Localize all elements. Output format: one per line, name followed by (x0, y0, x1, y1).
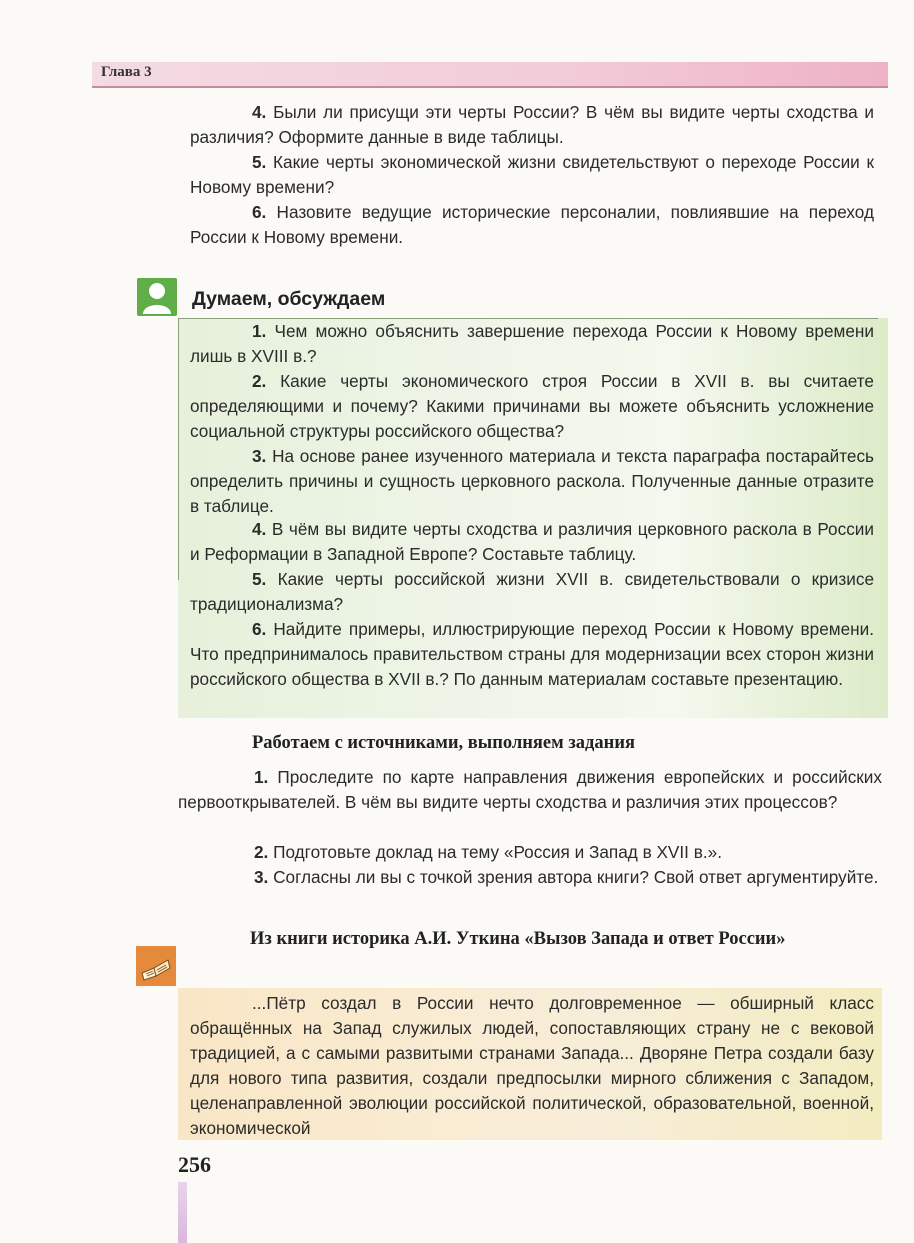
page-number: 256 (178, 1152, 211, 1177)
question-6: 6. Назовите ведущие исторические персоналии, повлиявшие на переход России к Новому времени. (190, 202, 874, 247)
chapter-label: Глава 3 (101, 64, 152, 80)
discuss-question-4: 4. В чём вы видите черты сходства и различия церковного раскола в России и Реформации в Западной Европе? Составьте таблицу. (190, 519, 874, 564)
source-task-1: 1. Проследите по карте направления движения европейских и российских первооткрывателей. В чём вы видите черты сходства и различия этих процессов? (178, 767, 882, 812)
quote-text: ...Пётр создал в России нечто долговременное — обширный класс обращённых на Запад служилых людей, сопоставляющих страну не с вековой традицией, а с самыми развитыми странами Запада... Дворяне Петра создали базу для нового типа развития, создали предпосылки мирного сближения с Западом, целенаправленной эволюции российской политической, образовательной, военной, экономической (190, 993, 874, 1138)
discuss-question-1: 1. Чем можно объяснить завершение перехода России к Новому времени лишь в XVIII в.? (190, 321, 874, 366)
person-icon (137, 278, 177, 316)
discuss-title: Думаем, обсуждаем (192, 288, 386, 310)
page-edge-strip (178, 1182, 187, 1243)
discuss-left-rule (178, 318, 179, 580)
quote-title: Из книги историка А.И. Уткина «Вызов Запада и ответ России» (250, 929, 786, 949)
open-book-icon (136, 946, 176, 986)
discuss-question-2: 2. Какие черты экономического строя России в XVII в. вы считаете определяющими и почему? Какими причинами вы можете объяснить усложнение социальной структуры российского общества? (190, 371, 874, 441)
question-5: 5. Какие черты экономической жизни свидетельствуют о переходе России к Новому времени? (190, 152, 874, 197)
sources-title: Работаем с источниками, выполняем задания (252, 733, 635, 753)
question-4: 4. Были ли присущи эти черты России? В чём вы видите черты сходства и различия? Оформите данные в виде таблицы. (190, 102, 874, 147)
discuss-question-6: 6. Найдите примеры, иллюстрирующие переход России к Новому времени. Что предпринималось правительством страны для модернизации всех сторон жизни российского общества в XVII в.? По данным материалам составьте презентацию. (190, 619, 874, 689)
source-task-2: 2. Подготовьте доклад на тему «Россия и Запад в XVII в.». (254, 842, 722, 862)
discuss-question-3: 3. На основе ранее изученного материала и текста параграфа постарайтесь определить причины и сущность церковного раскола. Полученные данные отразите в таблице. (190, 446, 874, 516)
chapter-header-bar (92, 62, 888, 88)
discuss-question-5: 5. Какие черты российской жизни XVII в. свидетельствовали о кризисе традиционализма? (190, 569, 874, 614)
source-task-3: 3. Согласны ли вы с точкой зрения автора книги? Свой ответ аргументируйте. (254, 867, 879, 887)
